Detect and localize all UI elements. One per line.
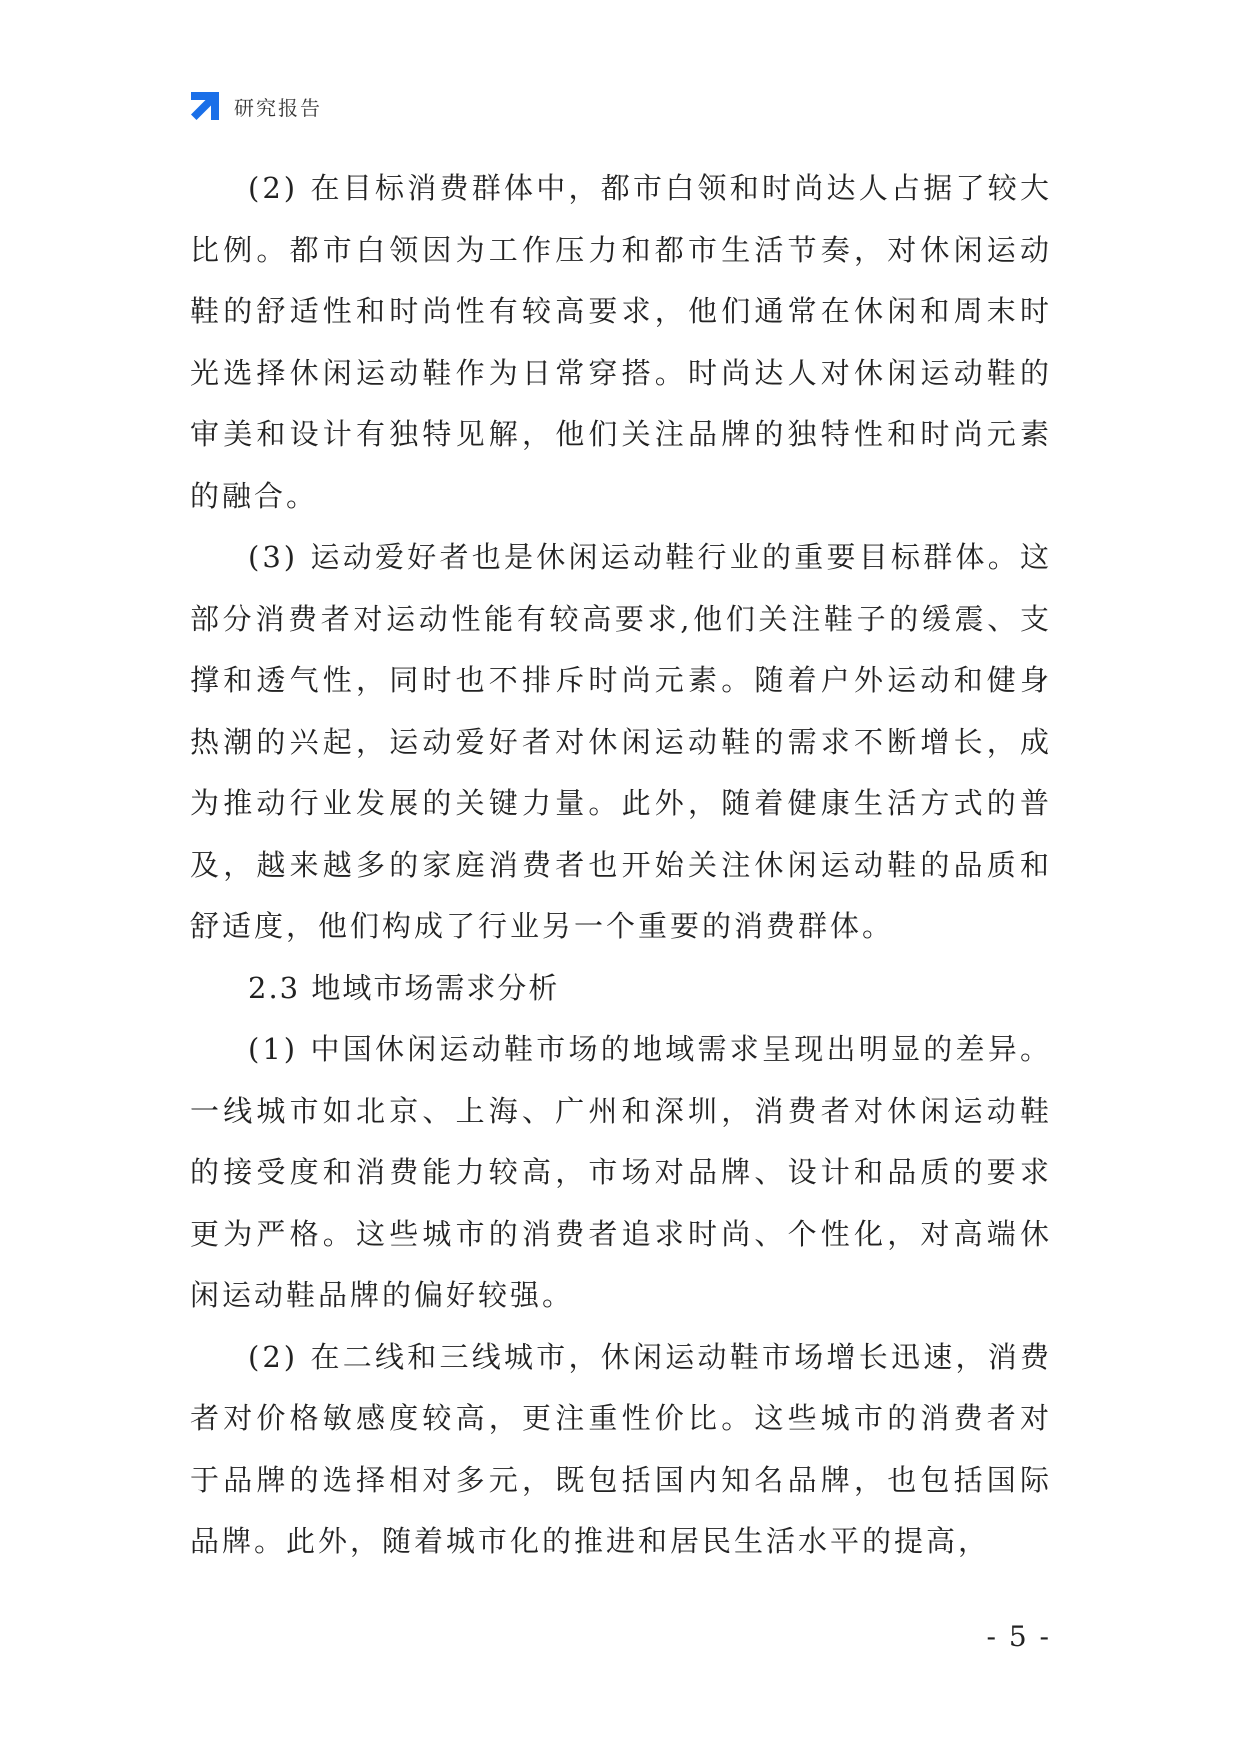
report-header bbox=[188, 88, 322, 124]
document-body bbox=[190, 158, 1052, 1573]
page-number: - 5 - bbox=[986, 1620, 1051, 1653]
header-title: 研究报告 bbox=[234, 95, 322, 120]
paragraph: (3) 运动爱好者也是休闲运动鞋行业的重要目标群体。这部分消费者对运动性能有较高要求,他们关注鞋子的缓震、支撑和透气性，同时也不排斥时尚元素。随着户外运动和健身热潮的兴起，运动爱好者对休闲运动鞋的需求不断增长，成为推动行业发展的关键力量。此外，随着健康生活方式的普及，越来越多的家庭消费者也开始关注休闲运动鞋的品质和舒适度，他们构成了行业另一个重要的消费群体。 bbox=[190, 540, 1052, 943]
paragraph: (1) 中国休闲运动鞋市场的地域需求呈现出明显的差异。一线城市如北京、上海、广州和深圳，消费者对休闲运动鞋的接受度和消费能力较高，市场对品牌、设计和品质的要求更为严格。这些城市的消费者追求时尚、个性化，对高端休闲运动鞋品牌的偏好较强。 bbox=[190, 1032, 1052, 1312]
arrow-logo-icon bbox=[188, 89, 222, 123]
section-heading: 2.3 地域市场需求分析 bbox=[248, 970, 560, 1005]
paragraph: (2) 在目标消费群体中，都市白领和时尚达人占据了较大比例。都市白领因为工作压力和都市生活节奏，对休闲运动鞋的舒适性和时尚性有较高要求，他们通常在休闲和周末时光选择休闲运动鞋作为日常穿搭。时尚达人对休闲运动鞋的审美和设计有独特见解，他们关注品牌的独特性和时尚元素的融合。 bbox=[190, 171, 1052, 513]
paragraph: (2) 在二线和三线城市，休闲运动鞋市场增长迅速，消费者对价格敏感度较高，更注重性价比。这些城市的消费者对于品牌的选择相对多元，既包括国内知名品牌，也包括国际品牌。此外，随着城市化的推进和居民生活水平的提高， bbox=[190, 1339, 1052, 1558]
